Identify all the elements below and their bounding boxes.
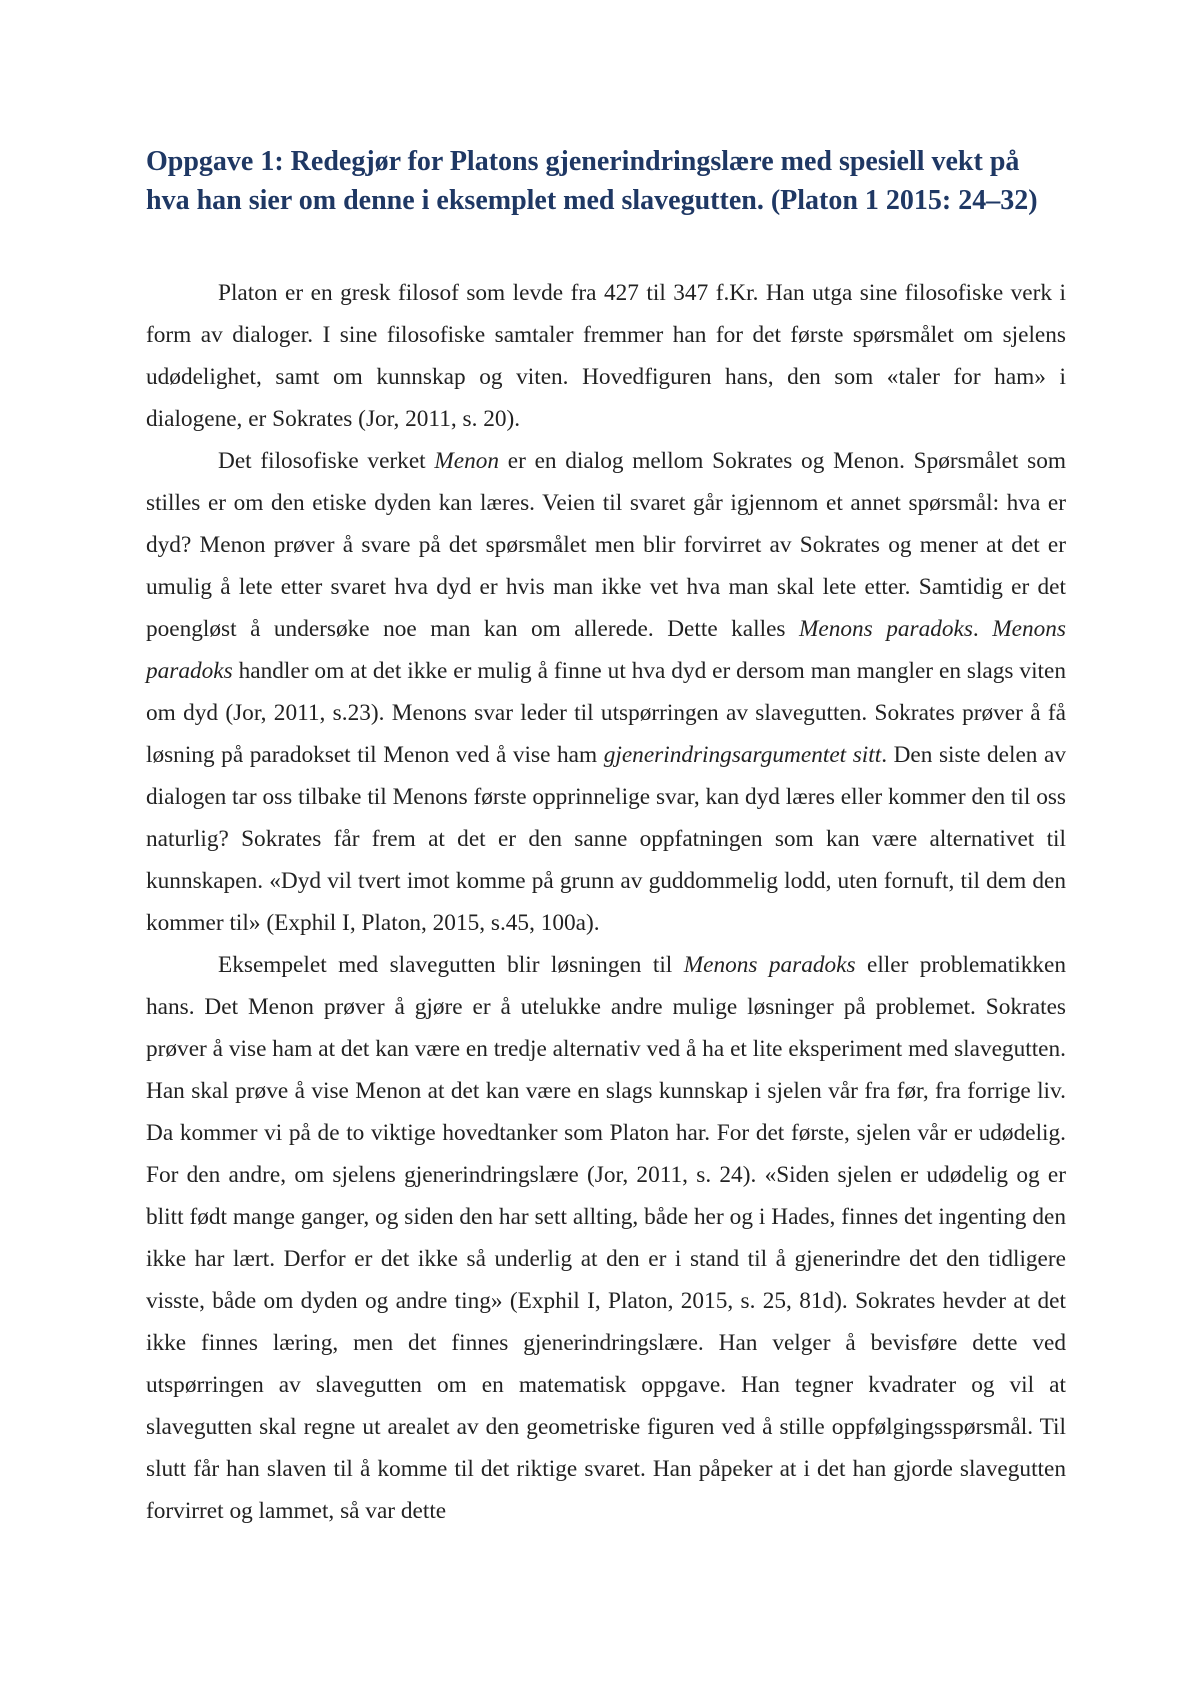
text-segment: eller problematikken hans. Det Menon prøver å gjøre er å utelukke andre mulige løsninger på problemet. Sokrates prøver å vise ham at det kan være en tredje alternativ ved å ha et lite eksperiment med slavegutten. Han skal prøve å vise Menon at det kan være en slags kunnskap i sjelen vår fra før, fra forrige liv. Da kommer vi på de to viktige hovedtanker som Platon har. For det første, sjelen vår er udødelig. For den andre, om sjelens gjenerindringslære (Jor, 2011, s. 24). «Siden sjelen er udødelig og er blitt født mange ganger, og siden den har sett allting, både her og i Hades, finnes det ingenting den ikke har lært. Derfor er det ikke så underlig at den er i stand til å gjenerindre det den tidligere visste, både om dyden og andre ting» (Exphil I, Platon, 2015, s. 25, 81d). Sokrates hevder at det ikke finnes læring, men det finnes gjenerindringslære. Han velger å bevisføre dette ved utspørringen av slavegutten om en matematisk oppgave. Han tegner kvadrater og vil at slavegutten skal regne ut arealet av den geometriske figuren ved å stille oppfølgingsspørsmål. Til slutt får han slaven til å komme til det riktige svaret. Han påpeker at i det han gjorde slavegutten forvirret og lammet, så var dette xyxy=(146,952,1066,1524)
text-segment: Platon er en gresk filosof som levde fra 427 til 347 f.Kr. Han utga sine filosofiske verk i form av dialoger. I sine filosofiske samtaler fremmer han for det første spørsmålet om sjelens udødelighet, samt om kunnskap og viten. Hovedfiguren hans, den som «taler for ham» i dialogene, er Sokrates (Jor, 2011, s. 20). xyxy=(146,280,1066,432)
paragraph-menon xyxy=(146,440,1066,944)
document-body xyxy=(146,142,1066,1532)
paragraph-intro xyxy=(146,272,1066,440)
text-segment: Det filosofiske verket xyxy=(218,448,435,474)
text-segment: . Den siste delen av dialogen tar oss tilbake til Menons første opprinnelige svar, kan dyd læres eller kommer den til oss naturlig? Sokrates får frem at det er den sanne oppfatningen som kan være alternativet til kunnskapen. «Dyd vil tvert imot komme på grunn av guddommelig lodd, uten fornuft, til dem den kommer til» (Exphil I, Platon, 2015, s.45, 100a). xyxy=(146,742,1066,936)
italic-term: Menons paradoks xyxy=(798,616,973,642)
text-segment: . xyxy=(972,616,993,642)
italic-term: Menons paradoks xyxy=(683,952,856,978)
italic-term: Menon xyxy=(434,448,500,474)
assignment-heading: Oppgave 1: Redegjør for Platons gjenerindringslære med spesiell vekt på hva han sier om denne i eksemplet med slavegutten. (Platon 1 2015: 24–32) xyxy=(146,146,1038,216)
italic-term: Menons paradoks xyxy=(146,616,1066,684)
text-segment: handler om at det ikke er mulig å finne ut hva dyd er dersom man mangler en slags viten om dyd (Jor, 2011, s.23). Menons svar leder til utspørringen av slavegutten. Sokrates prøver å få løsning på paradokset til Menon ved å vise ham xyxy=(146,658,1066,768)
italic-term: gjenerindringsargumentet sitt xyxy=(603,742,882,768)
paragraph-slave-boy xyxy=(146,944,1066,1532)
text-segment: Eksempelet med slavegutten blir løsningen til xyxy=(218,952,684,978)
text-segment: er en dialog mellom Sokrates og Menon. Spørsmålet som stilles er om den etiske dyden kan læres. Veien til svaret går igjennom et annet spørsmål: hva er dyd? Menon prøver å svare på det spørsmålet men blir forvirret av Sokrates og mener at det er umulig å lete etter svaret hva dyd er hvis man ikke vet hva man skal lete etter. Samtidig er det poengløst å undersøke noe man kan om allerede. Dette kalles xyxy=(146,448,1066,642)
